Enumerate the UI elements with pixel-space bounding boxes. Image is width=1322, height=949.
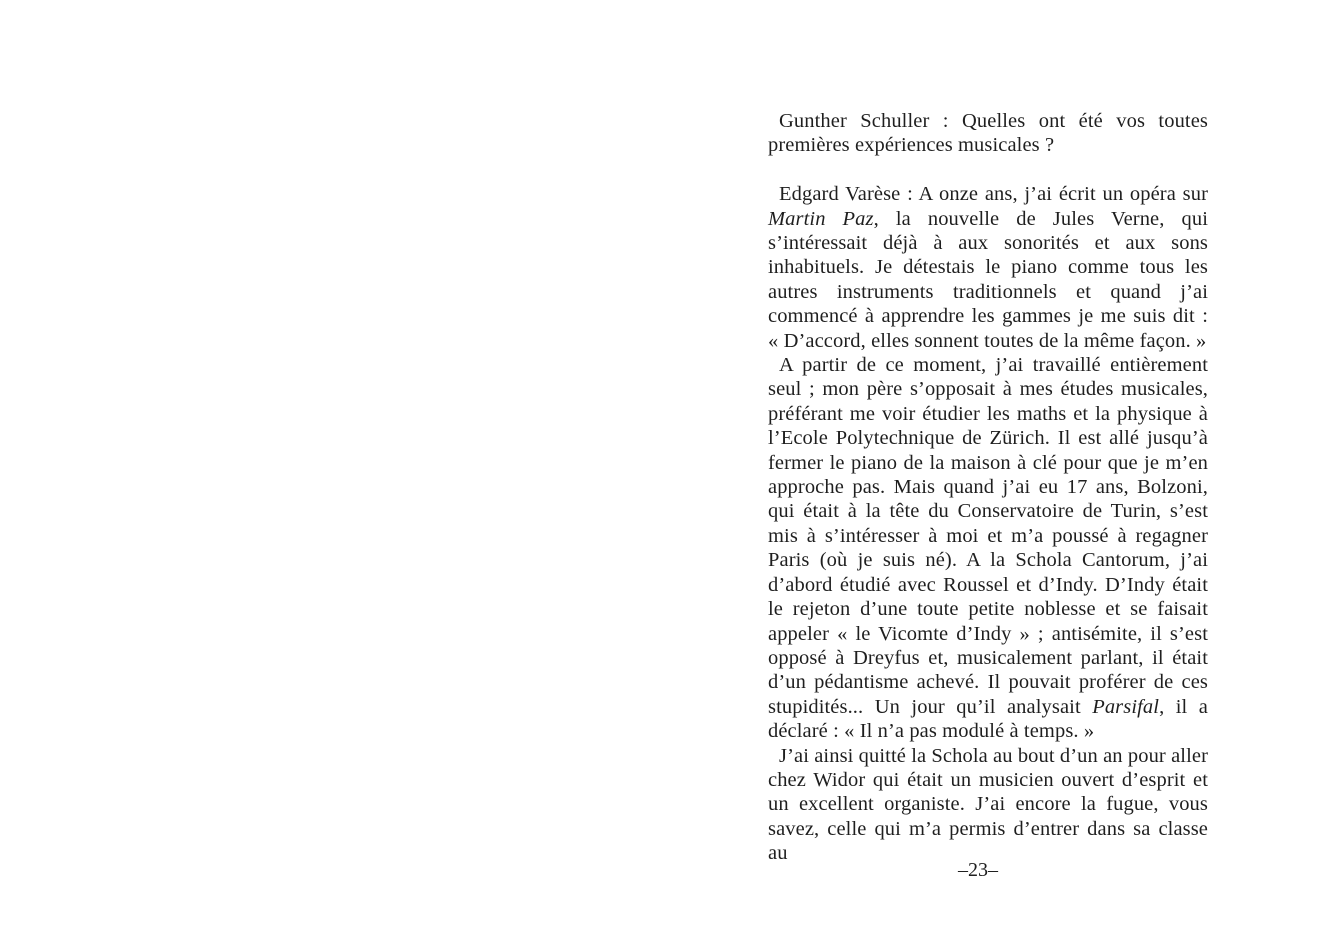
paragraph-varese-answer-3: J’ai ainsi quitté la Schola au bout d’un an pour aller chez Widor qui était un musicien ouvert d’esprit et un excellent organiste. J’ai encore la fugue, vous savez, celle qui m’a permis d’entrer dans sa classe au [768,744,1208,865]
paragraph-varese-answer-2: A partir de ce moment, j’ai travaillé entièrement seul ; mon père s’opposait à mes études musicales, préférant me voir étudier les maths et la physique à l’Ecole Polytechnique de Zürich. Il est allé jusqu’à fermer le piano de la maison à clé pour que je m’en approche pas. Mais quand j’ai eu 17 ans, Bolzoni, qui était à la tête du Conservatoire de Turin, s’est mis à s’intéresser à moi et m’a poussé à regagner Paris (où je suis né). A la Schola Cantorum, j’ai d’abord étudié avec Roussel et d’Indy. D’Indy était le rejeton d’une toute petite noblesse et se faisait appeler « le Vicomte d’Indy » ; antisémite, il s’est opposé à Dreyfus et, musicalement parlant, il était d’un pédantisme achevé. Il pouvait proférer de ces stupidités... Un jour qu’il analysait Parsifal, il a déclaré : « Il n’a pas modulé à temps. » [768,354,1209,743]
text-column [768,109,1208,866]
paragraph-schuller-question: Gunther Schuller : Quelles ont été vos toutes premières expériences musicales ? [768,110,1208,157]
paragraph-varese-answer-1: Edgard Varèse : A onze ans, j’ai écrit un opéra sur Martin Paz, la nouvelle de Jules Verne, qui s’intéressait déjà à aux sonorités et aux sons inhabituels. Je détestais le piano comme tous les autres instruments traditionnels et quand j’ai commencé à apprendre les gammes je me suis dit : « D’accord, elles sonnent toutes de la même façon. » [768,183,1208,352]
page-number: –23– [958,859,998,881]
